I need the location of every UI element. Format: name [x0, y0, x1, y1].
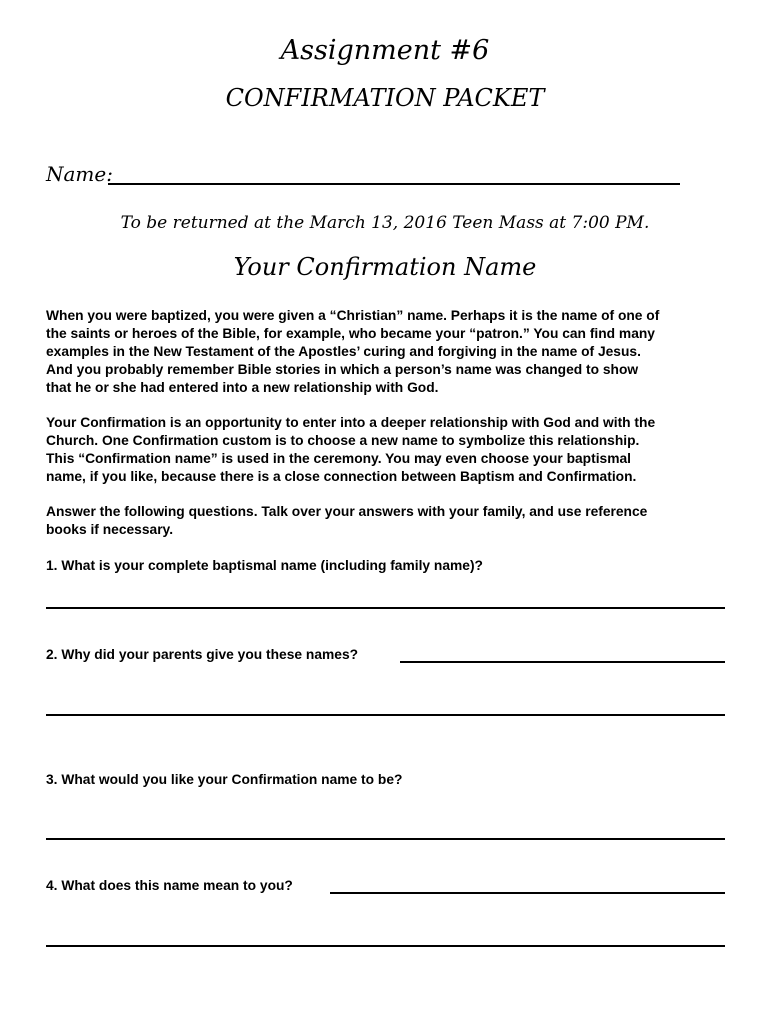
answer-line-3[interactable]: [46, 838, 725, 840]
instructions-paragraph: [46, 503, 736, 539]
paragraph-line: name, if you like, because there is a close connection between Baptism and Confirmation.: [46, 469, 637, 484]
question-2: 2. Why did your parents give you these names?: [46, 647, 359, 662]
paragraph-line: Answer the following questions. Talk over your answers with your family, and use reference: [46, 504, 648, 519]
answer-line-2-inline[interactable]: [400, 661, 725, 663]
packet-title: CONFIRMATION PACKET: [225, 84, 545, 112]
paragraph-line: examples in the New Testament of the Apostles’ curing and forgiving in the name of Jesus.: [46, 344, 641, 359]
paragraph-line: Church. One Confirmation custom is to choose a new name to symbolize this relationship.: [46, 433, 640, 448]
paragraph-line: that he or she had entered into a new relationship with God.: [46, 380, 439, 395]
intro-paragraph-2: [46, 414, 736, 486]
assignment-title: Assignment #6: [280, 35, 490, 66]
answer-line-4[interactable]: [46, 945, 725, 947]
answer-line-2[interactable]: [46, 714, 725, 716]
paragraph-line: the saints or heroes of the Bible, for example, who became your “patron.” You can find many: [46, 326, 655, 341]
section-heading: Your Confirmation Name: [233, 253, 537, 281]
question-3: 3. What would you like your Confirmation name to be?: [46, 772, 403, 787]
name-input-line[interactable]: [108, 183, 680, 185]
answer-line-4-inline[interactable]: [330, 892, 725, 894]
intro-paragraph-1: [46, 307, 736, 397]
question-1: 1. What is your complete baptismal name (including family name)?: [46, 558, 483, 573]
due-date-note: To be returned at the March 13, 2016 Teen Mass at 7:00 PM.: [120, 213, 650, 233]
paragraph-line: When you were baptized, you were given a “Christian” name. Perhaps it is the name of one of: [46, 308, 660, 323]
paragraph-line: books if necessary.: [46, 522, 174, 537]
answer-line-1[interactable]: [46, 607, 725, 609]
name-label: Name:: [46, 162, 113, 186]
paragraph-line: And you probably remember Bible stories in which a person’s name was changed to show: [46, 362, 639, 377]
question-4: 4. What does this name mean to you?: [46, 878, 293, 893]
paragraph-line: Your Confirmation is an opportunity to enter into a deeper relationship with God and with the: [46, 415, 656, 430]
paragraph-line: This “Confirmation name” is used in the ceremony. You may even choose your baptismal: [46, 451, 631, 466]
